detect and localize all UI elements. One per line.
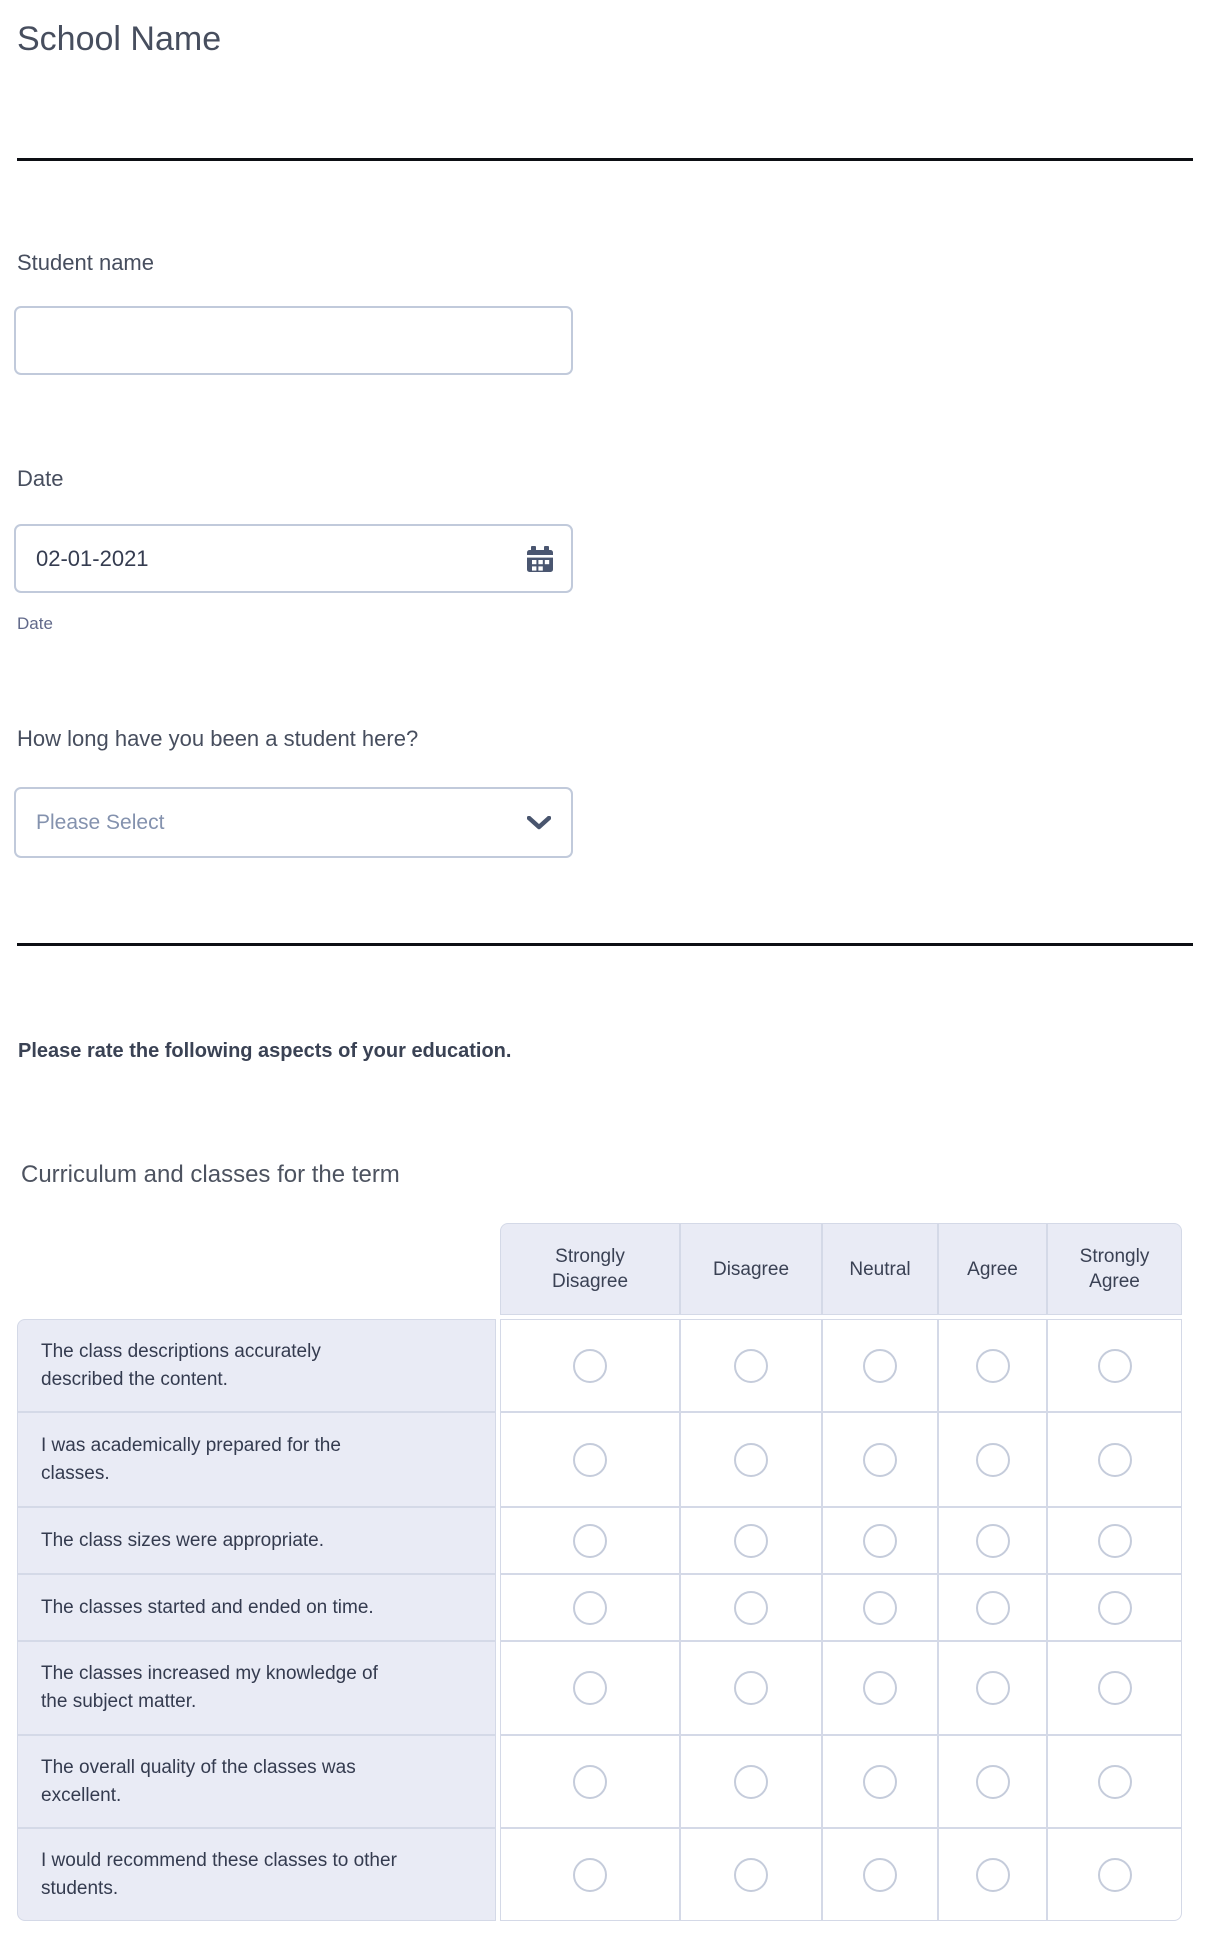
matrix-row-label-3: The class sizes were appropriate. (17, 1507, 496, 1574)
date-sublabel: Date (17, 614, 53, 633)
radio-circle (863, 1591, 897, 1625)
radio-circle (573, 1858, 607, 1892)
radio-cell-row5-strongly-agree[interactable] (1047, 1641, 1182, 1735)
radio-cell-row3-agree[interactable] (938, 1507, 1047, 1574)
radio-cell-row2-strongly-disagree[interactable] (500, 1412, 680, 1507)
radio-cell-row3-disagree[interactable] (680, 1507, 822, 1574)
radio-cell-row1-strongly-agree[interactable] (1047, 1319, 1182, 1412)
radio-circle (734, 1349, 768, 1383)
radio-cell-row2-neutral[interactable] (822, 1412, 938, 1507)
duration-select[interactable] (14, 787, 573, 858)
radio-circle (976, 1524, 1010, 1558)
matrix-header-strongly-disagree: Strongly Disagree (500, 1223, 680, 1315)
radio-cell-row4-disagree[interactable] (680, 1574, 822, 1641)
radio-circle (1098, 1443, 1132, 1477)
radio-cell-row2-agree[interactable] (938, 1412, 1047, 1507)
radio-circle (573, 1443, 607, 1477)
calendar-icon[interactable] (525, 544, 555, 574)
radio-cell-row4-neutral[interactable] (822, 1574, 938, 1641)
radio-cell-row4-agree[interactable] (938, 1574, 1047, 1641)
radio-circle (863, 1349, 897, 1383)
student-name-label: Student name (17, 250, 154, 275)
date-field-wrapper (14, 524, 573, 593)
radio-circle (734, 1443, 768, 1477)
radio-cell-row1-agree[interactable] (938, 1319, 1047, 1412)
matrix-section-heading: Curriculum and classes for the term (21, 1161, 400, 1188)
radio-cell-row2-disagree[interactable] (680, 1412, 822, 1507)
radio-circle (1098, 1349, 1132, 1383)
radio-cell-row4-strongly-agree[interactable] (1047, 1574, 1182, 1641)
radio-cell-row7-agree[interactable] (938, 1828, 1047, 1921)
radio-circle (863, 1858, 897, 1892)
radio-circle (573, 1765, 607, 1799)
radio-cell-row5-agree[interactable] (938, 1641, 1047, 1735)
radio-cell-row7-neutral[interactable] (822, 1828, 938, 1921)
radio-cell-row7-disagree[interactable] (680, 1828, 822, 1921)
form-title: School Name (17, 20, 222, 58)
radio-cell-row1-neutral[interactable] (822, 1319, 938, 1412)
radio-circle (863, 1524, 897, 1558)
radio-cell-row1-disagree[interactable] (680, 1319, 822, 1412)
date-label: Date (17, 466, 64, 491)
matrix-row-label-7: I would recommend these classes to other students. (17, 1828, 496, 1921)
radio-circle (734, 1671, 768, 1705)
radio-circle (976, 1443, 1010, 1477)
radio-circle (1098, 1671, 1132, 1705)
radio-cell-row2-strongly-agree[interactable] (1047, 1412, 1182, 1507)
radio-circle (734, 1591, 768, 1625)
section-divider-top (17, 158, 1193, 161)
radio-circle (1098, 1524, 1132, 1558)
radio-circle (573, 1591, 607, 1625)
matrix-row-label-6: The overall quality of the classes was excellent. (17, 1735, 496, 1828)
student-name-field-wrapper (14, 306, 573, 375)
radio-circle (734, 1765, 768, 1799)
radio-cell-row6-strongly-disagree[interactable] (500, 1735, 680, 1828)
student-name-input[interactable] (16, 308, 571, 373)
radio-cell-row3-strongly-disagree[interactable] (500, 1507, 680, 1574)
radio-cell-row6-agree[interactable] (938, 1735, 1047, 1828)
radio-circle (734, 1858, 768, 1892)
radio-cell-row7-strongly-disagree[interactable] (500, 1828, 680, 1921)
radio-circle (734, 1524, 768, 1558)
matrix-row-label-2: I was academically prepared for the classes. (17, 1412, 496, 1507)
radio-circle (1098, 1591, 1132, 1625)
radio-circle (976, 1349, 1010, 1383)
radio-cell-row4-strongly-disagree[interactable] (500, 1574, 680, 1641)
matrix-header-agree: Agree (938, 1223, 1047, 1315)
rating-intro-text: Please rate the following aspects of your education. (18, 1040, 512, 1062)
radio-circle (573, 1349, 607, 1383)
chevron-down-icon (527, 816, 551, 830)
radio-cell-row3-strongly-agree[interactable] (1047, 1507, 1182, 1574)
radio-circle (1098, 1765, 1132, 1799)
matrix-header-disagree: Disagree (680, 1223, 822, 1315)
radio-cell-row1-strongly-disagree[interactable] (500, 1319, 680, 1412)
radio-cell-row6-strongly-agree[interactable] (1047, 1735, 1182, 1828)
matrix-row-label-1: The class descriptions accurately described the content. (17, 1319, 496, 1412)
radio-cell-row6-neutral[interactable] (822, 1735, 938, 1828)
date-input[interactable] (16, 526, 571, 591)
radio-cell-row3-neutral[interactable] (822, 1507, 938, 1574)
duration-label: How long have you been a student here? (17, 726, 419, 751)
matrix-row-label-4: The classes started and ended on time. (17, 1574, 496, 1641)
radio-circle (1098, 1858, 1132, 1892)
radio-cell-row5-disagree[interactable] (680, 1641, 822, 1735)
matrix-header-neutral: Neutral (822, 1223, 938, 1315)
rating-matrix (17, 1223, 1182, 1921)
matrix-header-strongly-agree: Strongly Agree (1047, 1223, 1182, 1315)
matrix-row-label-5: The classes increased my knowledge of the subject matter. (17, 1641, 496, 1735)
radio-circle (976, 1591, 1010, 1625)
radio-circle (976, 1671, 1010, 1705)
radio-circle (863, 1671, 897, 1705)
radio-circle (863, 1765, 897, 1799)
radio-circle (573, 1671, 607, 1705)
radio-cell-row6-disagree[interactable] (680, 1735, 822, 1828)
radio-circle (863, 1443, 897, 1477)
radio-circle (976, 1858, 1010, 1892)
radio-cell-row5-strongly-disagree[interactable] (500, 1641, 680, 1735)
duration-select-placeholder: Please Select (36, 810, 165, 834)
radio-circle (976, 1765, 1010, 1799)
radio-circle (573, 1524, 607, 1558)
radio-cell-row7-strongly-agree[interactable] (1047, 1828, 1182, 1921)
section-divider-middle (17, 943, 1193, 946)
radio-cell-row5-neutral[interactable] (822, 1641, 938, 1735)
